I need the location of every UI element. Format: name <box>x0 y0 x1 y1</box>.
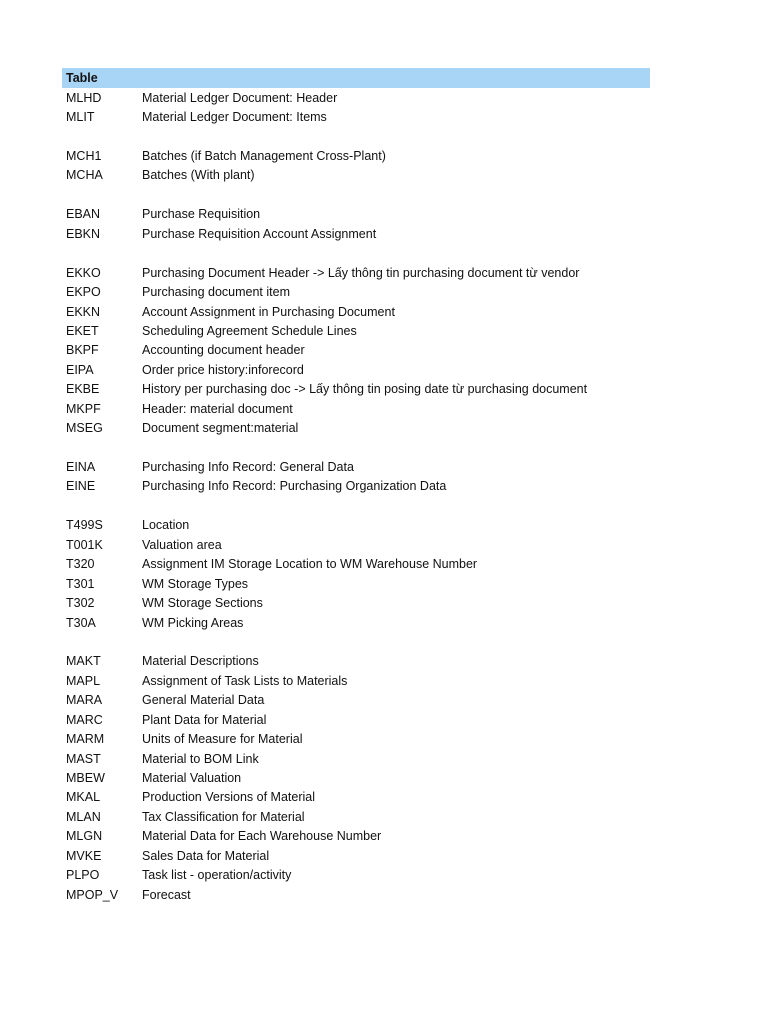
table-code-cell: T001K <box>66 537 103 552</box>
table-description-cell: Header: material document <box>142 401 293 416</box>
table-row <box>62 302 650 321</box>
table-description-cell: Valuation area <box>142 537 222 552</box>
table-row <box>62 380 650 399</box>
table-row <box>62 341 650 360</box>
table-row <box>62 263 650 282</box>
table-description-cell: Document segment:material <box>142 421 299 436</box>
table-code-cell: T30A <box>66 615 96 630</box>
table-code-cell: MLHD <box>66 90 102 105</box>
table-code-cell: EBAN <box>66 207 101 222</box>
table-description-cell: Forecast <box>142 887 191 902</box>
table-description-cell: Purchase Requisition <box>142 207 261 222</box>
table-code-cell: MBEW <box>66 771 105 786</box>
table-code-cell: T301 <box>66 576 95 591</box>
table-code-cell: MSEG <box>66 421 103 436</box>
table-description-cell: Units of Measure for Material <box>142 732 303 747</box>
blank-row <box>62 438 650 457</box>
blank-row <box>62 244 650 263</box>
table-description-cell: Batches (if Batch Management Cross-Plant) <box>142 149 386 164</box>
table-code-cell: EKKN <box>66 304 101 319</box>
table-description-cell: Location <box>142 518 190 533</box>
table-description-cell: Order price history:inforecord <box>142 362 304 377</box>
table-description-cell: Assignment of Task Lists to Materials <box>142 673 348 688</box>
table-row <box>62 107 650 126</box>
table-description-cell: Material Descriptions <box>142 654 259 669</box>
table-row <box>62 457 650 476</box>
table-code-cell: MCH1 <box>66 149 102 164</box>
table-code-cell: MAST <box>66 751 101 766</box>
table-description-cell: Scheduling Agreement Schedule Lines <box>142 323 357 338</box>
table-description-cell: WM Picking Areas <box>142 615 244 630</box>
table-description-cell: WM Storage Sections <box>142 596 263 611</box>
blank-row <box>62 127 650 146</box>
table-description-cell: Sales Data for Material <box>142 848 270 863</box>
table-description-cell: WM Storage Types <box>142 576 249 591</box>
table-row <box>62 613 650 632</box>
table-row <box>62 729 650 748</box>
table-description-cell: Task list - operation/activity <box>142 868 292 883</box>
table-code-cell: EKBE <box>66 382 100 397</box>
table-code-cell: MLAN <box>66 809 101 824</box>
table-code-cell: PLPO <box>66 868 100 883</box>
table-description-cell: Batches (With plant) <box>142 168 255 183</box>
table-code-cell: EBKN <box>66 226 101 241</box>
table-code-cell: EKKO <box>66 265 101 280</box>
table-row <box>62 88 650 107</box>
table-description-cell: Material Ledger Document: Items <box>142 110 327 125</box>
table-code-cell: MLGN <box>66 829 103 844</box>
table-description-cell: General Material Data <box>142 693 265 708</box>
table-row <box>62 574 650 593</box>
table-description-cell: Account Assignment in Purchasing Document <box>142 304 395 319</box>
table-header-row <box>62 68 650 88</box>
table-code-cell: MARC <box>66 712 103 727</box>
table-description-cell: History per purchasing doc -> Lấy thông tin posing date từ purchasing document <box>142 382 588 397</box>
table-code-cell: MPOP_V <box>66 887 119 902</box>
blank-row <box>62 632 650 651</box>
table-row <box>62 166 650 185</box>
table-description-cell: Material Data for Each Warehouse Number <box>142 829 382 844</box>
table-row <box>62 282 650 301</box>
sap-table-list <box>62 68 650 904</box>
table-code-cell: MKAL <box>66 790 101 805</box>
table-code-cell: EIPA <box>66 362 94 377</box>
table-row <box>62 846 650 865</box>
table-code-cell: BKPF <box>66 343 99 358</box>
table-code-cell: MARA <box>66 693 103 708</box>
table-row <box>62 360 650 379</box>
table-description-cell: Assignment IM Storage Location to WM Warehouse Number <box>142 557 478 572</box>
table-row <box>62 807 650 826</box>
table-description-cell: Purchasing Info Record: Purchasing Organization Data <box>142 479 447 494</box>
table-row <box>62 671 650 690</box>
table-code-cell: T302 <box>66 596 95 611</box>
table-row <box>62 710 650 729</box>
table-code-cell: T320 <box>66 557 95 572</box>
table-description-cell: Purchase Requisition Account Assignment <box>142 226 377 241</box>
table-row <box>62 788 650 807</box>
table-row <box>62 866 650 885</box>
table-row <box>62 885 650 904</box>
table-code-cell: MVKE <box>66 848 102 863</box>
blank-row <box>62 185 650 204</box>
table-header-label: Table <box>66 71 98 85</box>
table-description-cell: Material Ledger Document: Header <box>142 90 338 105</box>
table-description-cell: Purchasing document item <box>142 285 290 300</box>
table-row <box>62 418 650 437</box>
table-row <box>62 593 650 612</box>
table-rows <box>62 88 650 904</box>
table-row <box>62 321 650 340</box>
table-description-cell: Plant Data for Material <box>142 712 267 727</box>
table-row <box>62 827 650 846</box>
table-row <box>62 691 650 710</box>
table-code-cell: MLIT <box>66 110 95 125</box>
table-code-cell: MKPF <box>66 401 101 416</box>
table-row <box>62 516 650 535</box>
table-row <box>62 555 650 574</box>
table-row <box>62 535 650 554</box>
table-code-cell: MARM <box>66 732 105 747</box>
table-code-cell: EKPO <box>66 285 101 300</box>
table-code-cell: EINE <box>66 479 96 494</box>
table-row <box>62 399 650 418</box>
table-row <box>62 749 650 768</box>
table-row <box>62 224 650 243</box>
table-code-cell: MCHA <box>66 168 103 183</box>
table-row <box>62 146 650 165</box>
table-description-cell: Material Valuation <box>142 771 242 786</box>
table-description-cell: Accounting document header <box>142 343 305 358</box>
table-row <box>62 205 650 224</box>
table-code-cell: T499S <box>66 518 103 533</box>
blank-row <box>62 496 650 515</box>
table-code-cell: EINA <box>66 460 96 475</box>
table-row <box>62 477 650 496</box>
table-description-cell: Production Versions of Material <box>142 790 316 805</box>
table-description-cell: Material to BOM Link <box>142 751 259 766</box>
table-description-cell: Purchasing Info Record: General Data <box>142 460 354 475</box>
table-code-cell: EKET <box>66 323 99 338</box>
table-row <box>62 652 650 671</box>
table-description-cell: Purchasing Document Header -> Lấy thông tin purchasing document từ vendor <box>142 265 580 280</box>
table-row <box>62 768 650 787</box>
table-description-cell: Tax Classification for Material <box>142 809 305 824</box>
table-code-cell: MAKT <box>66 654 101 669</box>
table-code-cell: MAPL <box>66 673 101 688</box>
